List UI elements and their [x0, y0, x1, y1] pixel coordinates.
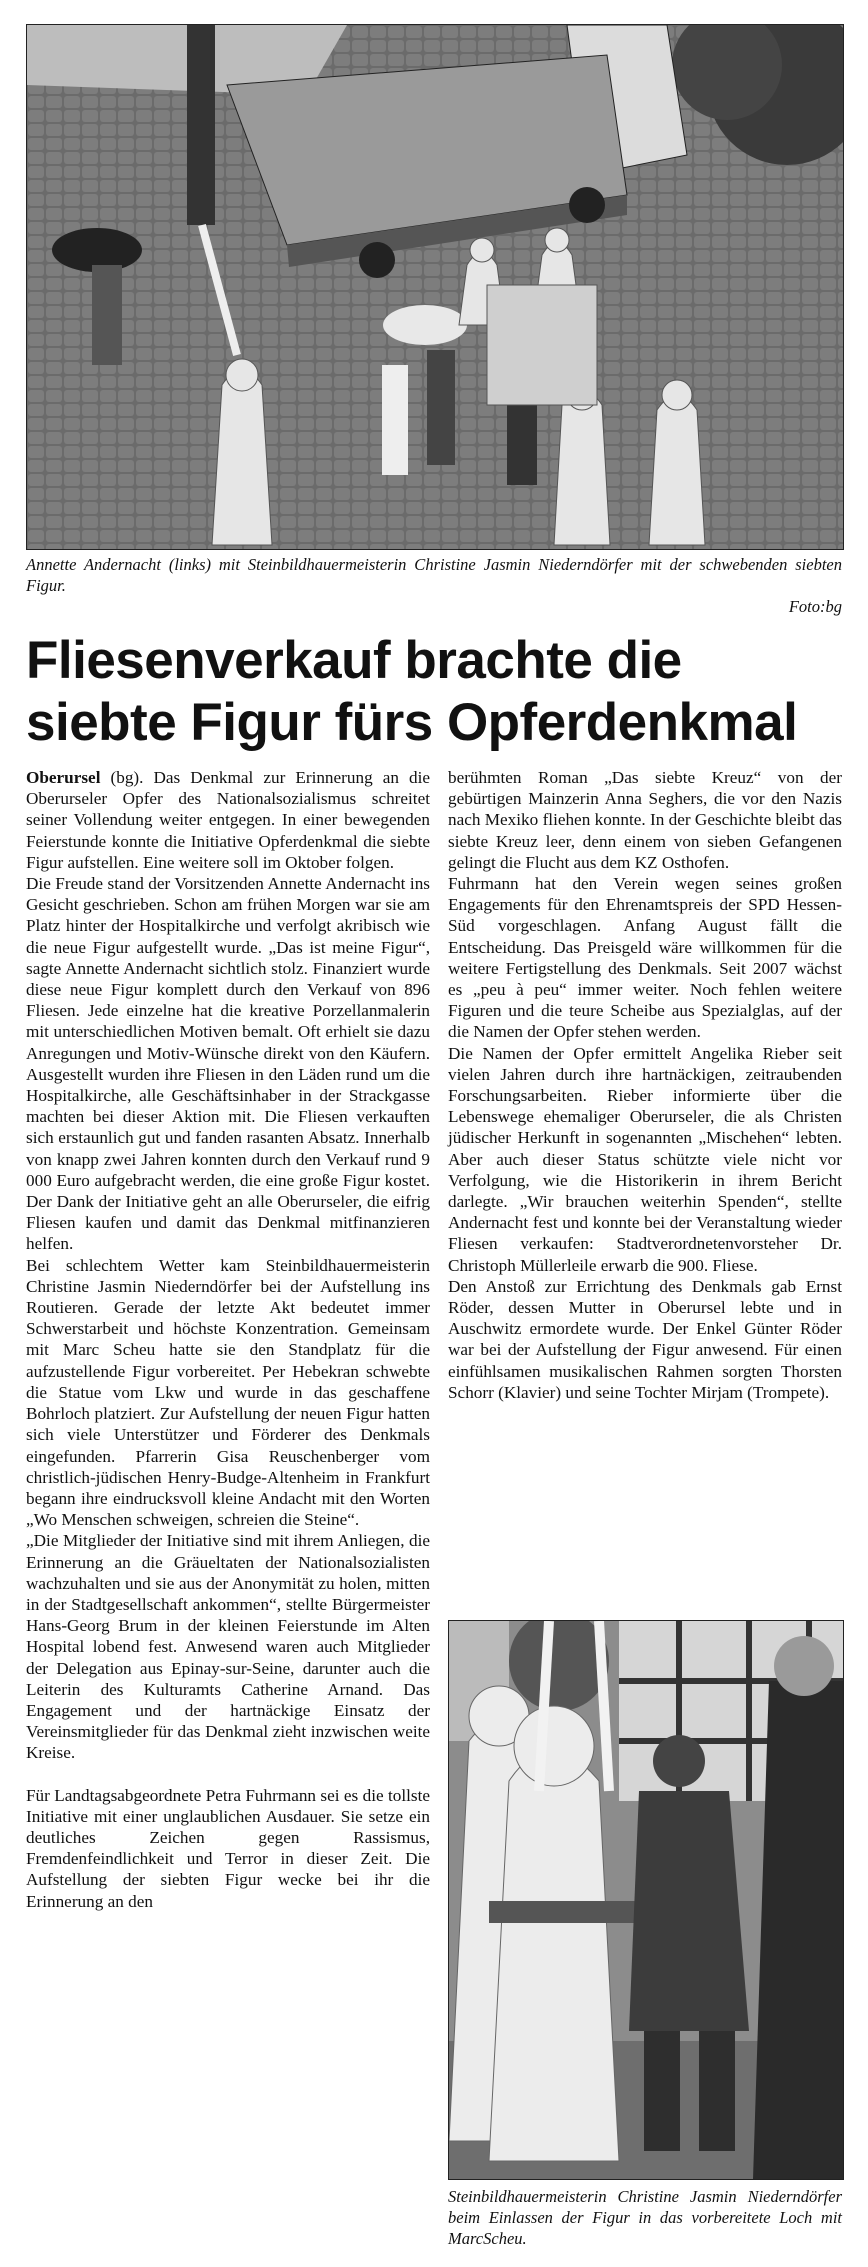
paragraph: Die Namen der Opfer ermittelt Angelika Rieber seit vielen Jahren durch ihre hartnäckigen, zeitraubenden Forschungsarbeiten. Rieber informierte über die Lebenswege ehemaliger Oberurseler, die als Christen jüdischer Herkunft in sogenannten „Mischehen“ lebten. Aber auch dieser Status schützte viele nicht vor Verfolgung, wie die Historikerin in ihrem Bericht darlegte. „Wir brauchen weiterhin Spenden“, stellte Andernacht fest und konnte bei der Veranstaltung wieder Fliesen verkaufen: Stadtverordnetenvorsteher Dr. Christoph Müllerleile erwarb die 900. Fliese.: [448, 1043, 842, 1275]
bottom-photo-illustration: [449, 1621, 843, 2179]
paragraph: Die Freude stand der Vorsitzenden Annette Andernacht ins Gesicht geschrieben. Schon am frühen Morgen war sie am Platz hinter der Hospitalkirche und verfolgt akribisch wie die neue Figur aufgestellt wurde. „Das ist meine Figur“, sagte Annette Andernacht sichtlich stolz. Finanziert wurde diese neue Figur komplett durch den Verkauf von 896 Fliesen. Jede einzelne hat die kreative Porzellanmalerin mit unterschiedlichen Motiven bemalt. Oft erhielt sie dazu Anregungen und Motiv-Wünsche direkt von den Käufern. Ausgestellt wurden ihre Fliesen in den Läden rund um die Hospitalkirche, alle Geschäftsinhaber in der Strackgasse machten bei dieser Aktion mit. Die Fliesen verkauften sich erstaunlich gut und fanden rasanten Absatz. Innerhalb von knapp zwei Jahren konnten durch den Verkauf rund 9 000 Euro aufgebracht werden, die eine große Figur kostet. Der Dank der Initiative geht an alle Oberurseler, die eifrig Fliesen kaufen und damit das Denkmal mitfinanzieren helfen.: [26, 874, 430, 1254]
paragraph: [26, 767, 430, 873]
top-caption-text: Annette Andernacht (links) mit Steinbildhauermeisterin Christine Jasmin Niederndörfer mit der schwebenden siebten Figur.: [26, 555, 842, 595]
paragraph: Für Landtagsabgeordnete Petra Fuhrmann sei es die tollste Initiative mit einer unglaublichen Ausdauer. Sie setze ein deutliches Zeichen gegen Rassismus, Fremdenfeindlichkeit und Terror in dieser Zeit. Die Aufstellung der siebten Figur wecke bei ihr die Erinnerung an den: [26, 1785, 430, 1911]
dateline: Oberursel: [26, 768, 101, 787]
top-photo: [26, 24, 844, 550]
article-column-right: [448, 767, 842, 1403]
top-photo-caption: [26, 554, 842, 617]
paragraph: Bei schlechtem Wetter kam Steinbildhauermeisterin Christine Jasmin Niederndörfer bei der Aufstellung ins Routieren. Gerade der letzte Akt bedeutet immer Schwerstarbeit und höchste Konzentration. Gemeinsam mit Marc Scheu hatte sie den Standplatz für die aufzustellende Figur vorbereitet. Per Hebekran schwebte die Statue vom Lkw und wurde in das geschaffene Bohrloch platziert. Zur Aufstellung der neuen Figur hatten sich viele Unterstützer und Förderer des Denkmals eingefunden. Pfarrerin Gisa Reuschenberger vom christlich-jüdischen Henry-Budge-Altenheim in Frankfurt begann ihre eindrucksvoll kleine Andacht mit den Worten „Wo Menschen schweigen, schreien die Steine“.: [26, 1255, 430, 1530]
paragraph: „Die Mitglieder der Initiative sind mit ihrem Anliegen, die Erinnerung an die Gräueltaten der Nationalsozialisten wachzuhalten und sie aus der Anonymität zu holen, mitten in der Stadtgesellschaft ankommen“, stellte Bürgermeister Hans-Georg Brum in der kleinen Feierstunde im Alten Hospital lobend fest. Anwesend waren auch Mitglieder der Delegation aus Epinay-sur-Seine, darunter auch die Leiterin des Kulturamts Catherine Arnand. Das Engagement und der hartnäckige Einsatz der Vereinsmitglieder für das Denkmal zieht inzwischen weite Kreise.: [26, 1531, 430, 1763]
paragraph: Den Anstoß zur Errichtung des Denkmals gab Ernst Röder, dessen Mutter in Oberursel lebte und in Auschwitz ermordete wurde. Der Enkel Günter Röder war bei der Aufstellung der Figur anwesend. Für einen einfühlsamen musikalischen Rahmen sorgten Thorsten Schorr (Klavier) und seine Tochter Mirjam (Trompete).: [448, 1276, 842, 1402]
bottom-photo-caption: Steinbildhauermeisterin Christine Jasmin Niederndörfer beim Einlassen der Figur in das vorbereitete Loch mit MarcScheu.: [448, 2187, 842, 2248]
bottom-photo: [448, 1620, 844, 2180]
paragraph: berühmten Roman „Das siebte Kreuz“ von der gebürtigen Mainzerin Anna Seghers, die vor den Nazis nach Mexiko fliehen konnte. In der Geschichte bleibt das siebte Kreuz leer, denn einem von sieben Gefangenen gelingt die Flucht aus dem KZ Osthofen.: [448, 768, 842, 872]
article-column-left: [26, 767, 430, 1912]
photo-credit: Foto:bg: [788, 597, 842, 616]
top-photo-illustration: [27, 25, 843, 549]
paragraph: Fuhrmann hat den Verein wegen seines großen Engagements für den Ehrenamtspreis der SPD Hessen-Süd vorgeschlagen. Anfang August fällt die Entscheidung. Das Preisgeld wäre willkommen für die weitere Fertigstellung des Denkmals. Seit 2007 wächst es „peu à peu“ immer weiter. Noch fehlen weitere Figuren und die teure Scheibe aus Spezialglas, auf der die Namen der Opfer stehen werden.: [448, 874, 842, 1042]
paragraph-text: (bg). Das Denkmal zur Erinnerung an die Oberurseler Opfer des Nationalsozialismus schreitet seiner Vollendung weiter entgegen. In einer bewegenden Feierstunde konnte die Initiative Opferdenkmal die siebte Figur aufstellen. Eine weitere soll im Oktober folgen.: [26, 768, 430, 872]
headline: Fliesenverkauf brachte die siebte Figur fürs Opferdenkmal: [26, 631, 798, 752]
